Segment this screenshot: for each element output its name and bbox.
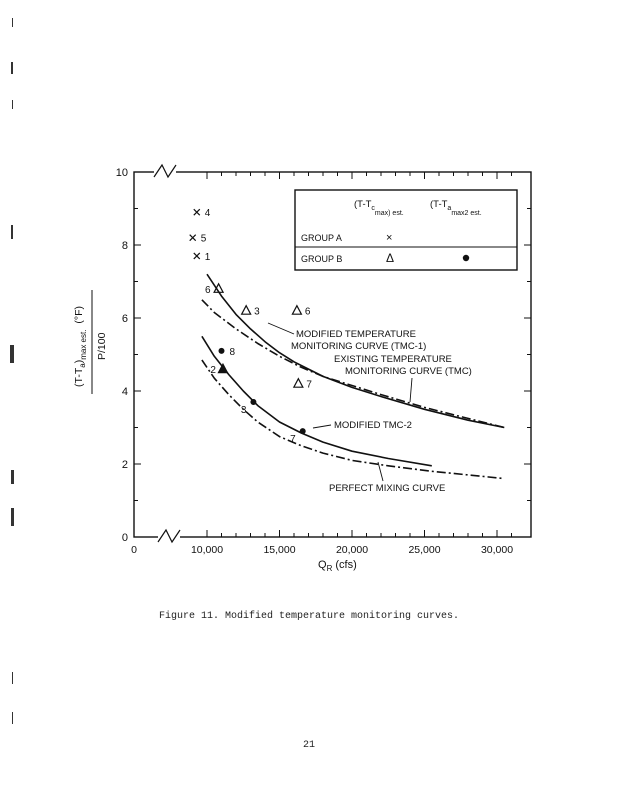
x-tick-label: 20,000 — [335, 544, 369, 556]
point-label: 5 — [200, 233, 207, 245]
figure-caption: Figure 11. Modified temperature monitoring curves. — [158, 611, 460, 622]
scan-mark — [12, 100, 13, 109]
point-label: 7 — [290, 434, 296, 446]
x-axis-break — [158, 530, 180, 542]
existing-label-line2: MONITORING CURVE (TMC) — [345, 366, 472, 377]
point-dot-marker — [250, 399, 256, 405]
y-tick-label: 8 — [121, 240, 128, 252]
point-label: 3 — [240, 404, 247, 416]
point-triangle-marker — [294, 379, 303, 388]
tmc1-label-line2: MONITORING CURVE (TMC-1) — [291, 341, 427, 352]
scan-mark — [12, 18, 13, 27]
legend-row-a: GROUP A — [301, 233, 342, 243]
x-axis-title: $Q_R$ (cfs) — [318, 559, 357, 573]
data-points — [190, 208, 313, 445]
y-tick-label: 10 — [115, 167, 128, 179]
page-number: 21 — [302, 740, 315, 751]
point-label: 2 — [210, 365, 216, 377]
point-label: 1 — [204, 251, 211, 263]
x-tick-label: 25,000 — [408, 544, 441, 556]
tmc1-label-line1: MODIFIED TEMPERATURE — [296, 329, 416, 340]
point-label: 4 — [204, 208, 211, 220]
tmc2-leader — [313, 425, 331, 428]
y-axis-denominator: P/100 — [96, 332, 108, 360]
curve-annotations — [268, 323, 472, 494]
legend-row-b: GROUP B — [301, 254, 343, 264]
existing-leader — [410, 378, 412, 402]
point-triangle-marker — [242, 306, 251, 315]
x-tick-label: 0 — [131, 544, 137, 556]
y-tick-label: 2 — [121, 459, 128, 471]
point-label: 8 — [229, 346, 236, 358]
legend-row-b-dot-marker — [463, 255, 469, 261]
point-label: 3 — [254, 306, 260, 318]
point-label: 6 — [205, 284, 211, 296]
top-axis-break — [154, 165, 176, 177]
point-triangle-marker — [218, 364, 227, 373]
scan-mark — [12, 672, 13, 684]
scan-mark — [12, 712, 13, 724]
y-tick-label: 6 — [121, 313, 128, 325]
legend-row-b-marker: Δ — [386, 251, 395, 265]
point-x-marker — [194, 209, 200, 215]
point-x-marker — [190, 235, 196, 241]
y-tick-label: 4 — [121, 386, 128, 398]
x-tick-label: 30,000 — [480, 544, 514, 556]
point-dot-marker — [300, 428, 306, 434]
point-label: 7 — [306, 379, 312, 391]
y-axis-numerator: $(T-T_a)_{max est.}(^\circ F)$ — [73, 305, 88, 387]
tmc1-leader — [268, 323, 294, 334]
point-x-marker — [194, 253, 200, 259]
scan-mark — [11, 225, 13, 239]
legend — [295, 190, 517, 270]
y-axis-title — [73, 290, 108, 394]
existing-label-line1: EXISTING TEMPERATURE — [334, 354, 452, 365]
scan-mark — [11, 470, 14, 484]
scan-mark — [11, 508, 14, 526]
x-tick-label: 10,000 — [190, 544, 224, 556]
legend-col1-header: ($T-T_{cmax) est.}$ — [354, 199, 404, 217]
scan-mark — [10, 345, 14, 363]
perfect-mixing-label: PERFECT MIXING CURVE — [329, 483, 446, 494]
point-triangle-marker — [292, 306, 301, 315]
legend-row-a-marker: × — [386, 232, 393, 244]
scan-mark — [11, 62, 13, 74]
x-tick-label: 15,000 — [263, 544, 296, 556]
point-label: 6 — [304, 306, 311, 318]
y-tick-label: 0 — [121, 532, 128, 544]
tmc2-label: MODIFIED TMC-2 — [334, 420, 412, 431]
point-dot-marker — [219, 348, 225, 354]
legend-col2-header: ($T-T_{amax2 est.}$ — [430, 199, 482, 217]
